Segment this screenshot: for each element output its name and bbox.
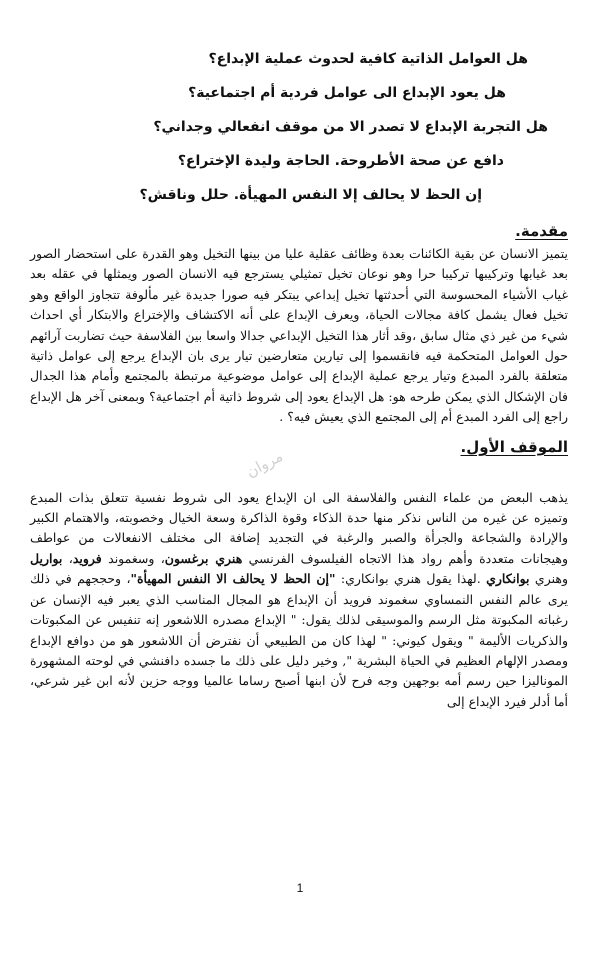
paragraph-text-3: ، وحججهم في ذلك يرى عالم النفس النمساوي سغموند فرويد أن الإبداع هو المجال المناسب الذي يعبر فيه الإنسان عن رغباته المكبوتة مثل الرسم والموسيقى لذلك يقول: " الإبداع مصدره اللاشعور إنه تنفيس عن المكبوتات والذكريات الأليمة " ويقول كيوني: " لهذا كان من الطبيعي أن نفترض أن اللاشعور هو من دوافع الإبداع ومصدر الإلهام العظيم في الحياة البشرية ", وخير دليل على ذلك ما جسده دافنشي في لوحته المشهورة الموناليزا حين رسم أمه بوجهين وجه فرح لأن ابنها أصبح رساما عالميا ووجه حزين لأنه ابن غير شرعي، أما أدلر فيرد الإبداع إلى <box>30 571 568 709</box>
question-3: هل التجربة الإبداع لا تصدر الا من موقف انفعالي وجداني؟ <box>153 119 548 135</box>
poincare-quote: "إن الحظ لا يحالف الا النفس المهيأة" <box>130 571 336 587</box>
philosopher-name: بوانكاري <box>486 571 530 587</box>
watermark: مروان <box>243 446 286 482</box>
question-list <box>30 42 568 212</box>
philosopher-name: بواريل <box>30 550 63 566</box>
section-gap <box>30 460 568 488</box>
first-position-paragraph <box>30 488 568 712</box>
paragraph-text-2: .لهذا يقول هنري بوانكاري: <box>335 571 487 587</box>
separator: وهنري <box>529 571 568 587</box>
paragraph-text-1: يذهب البعض من علماء النفس والفلاسفة الى ان الإبداع يعود الى شروط نفسية تتعلق بذات المبدع وتميزه عن غيره من الناس نذكر منها حدة الذكاء وقوة الذاكرة وسعة الخيال وخصوبته، والاهتمام الكبير والإرادة والشجاعة والجرأة والصبر والرغبة في التجديد إضافة الى مختلف الانفعالات من عواطف وهيجانات متعددة وأهم رواد هذا الاتجاه الفيلسوف الفرنسي <box>30 489 569 566</box>
question-1: هل العوامل الذاتية كافية لحدوث عملية الإبداع؟ <box>208 51 528 67</box>
separator: ، <box>62 550 73 566</box>
intro-heading: مقدمة. <box>515 222 568 240</box>
question-4: دافع عن صحة الأطروحة. الحاجة وليدة الإختراع؟ <box>177 153 504 169</box>
separator: ، وسغموند <box>101 550 165 566</box>
page-number: 1 <box>296 881 304 895</box>
intro-paragraph: يتميز الانسان عن بقية الكائنات بعدة وظائف عقلية عليا من بينها التخيل وهو القدرة على استحضار الصور بعد غيابها وتركيبها تركيبا حرا وهو نوعان تخيل تمثيلي يسترجع فيه الانسان الصور ويمثلها في عقله بعد غياب الأشياء المحسوسة التي أحدثتها تخيل إبداعي يبتكر فيه صورا جديدة غير مألوفة تتجاوز الواقع وهو تخيل فعال يشمل كافة مجالات الحياة، ويعرف الإبداع على أنه الاكتشاف والإختراع والابتكار أي احداث شيء من غير ذي مثال سابق ،وقد أثار هذا التخيل الإبداعي جدالا واسعا بين الفلاسفة حيث تضاربت آرائهم حول العوامل المتحكمة فيه فانقسموا إلى تيارين متعارضين تيار يرى بان الإبداع يرجع إلى عوامل ذاتية متعلقة بالفرد المبدع وتيار يرجع عملية الإبداع إلى عوامل موضوعية مرتبطة بالمجتمع وأمام هذا الجدال فان الإشكال الذي يمكن طرحه هو: هل الإبداع يعود إلى شروط ذاتية أم اجتماعية؟ وبمعنى آخر هل الإبداع راجع إلى الفرد المبدع أم إلى المجتمع الذي يعيش فيه؟ . <box>30 246 568 425</box>
first-position-heading: الموقف الأول. <box>460 437 568 456</box>
philosopher-name: فرويد <box>72 550 102 566</box>
question-2: هل يعود الإبداع الى عوامل فردية أم اجتماعية؟ <box>188 85 506 101</box>
question-5: إن الحظ لا يحالف إلا النفس المهيأة. حلل وناقش؟ <box>139 187 482 203</box>
philosopher-name: هنري برغسون <box>164 550 243 566</box>
